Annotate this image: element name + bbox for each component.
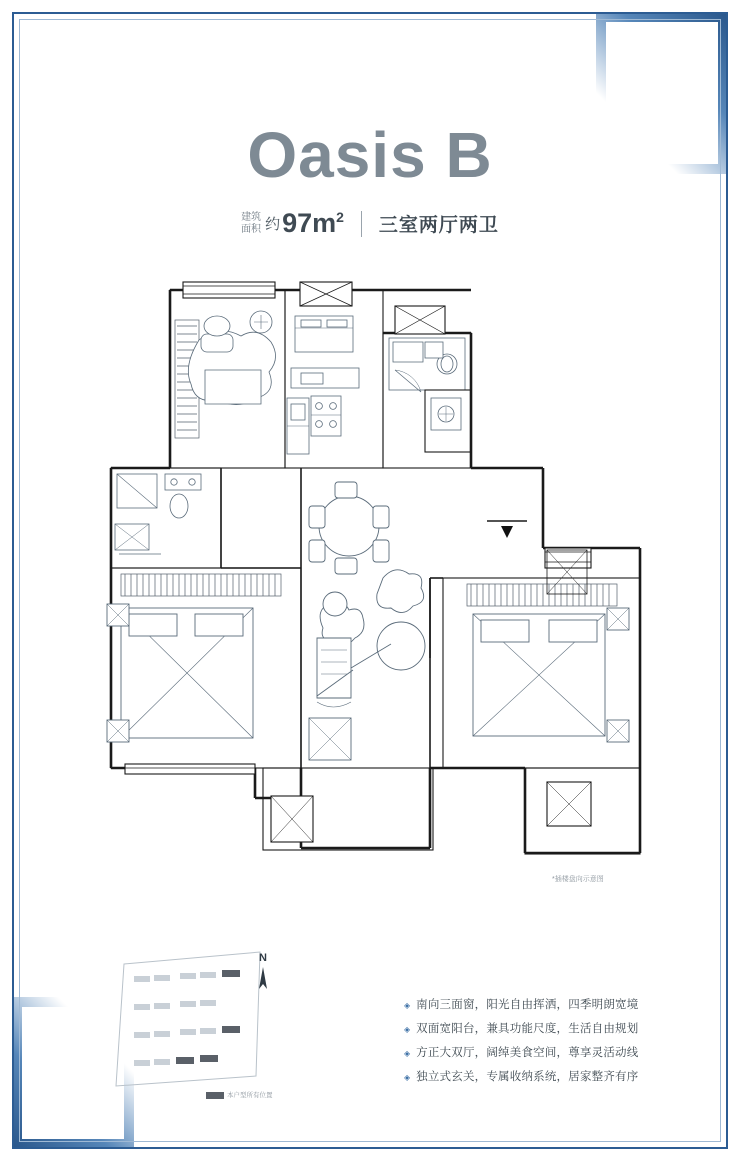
area-value	[282, 208, 344, 239]
diamond-bullet-icon: ◈	[404, 1073, 411, 1082]
compass-icon	[250, 952, 276, 992]
subtitle-row	[0, 208, 740, 239]
site-map-caption-text: 本户型所有位置	[227, 1092, 273, 1099]
list-item	[404, 998, 684, 1013]
area-label-line2: 面积	[241, 223, 262, 235]
diamond-bullet-icon: ◈	[404, 1001, 411, 1010]
diamond-bullet-icon: ◈	[404, 1025, 411, 1034]
feature-text: 南向三面窗，阳光自由挥洒，四季明朗宽境	[416, 999, 639, 1011]
area-label-line1: 建筑	[241, 211, 262, 223]
site-map	[110, 948, 270, 1093]
floor-plan	[95, 278, 655, 888]
compass-north-label: N	[259, 952, 267, 964]
feature-text: 方正大双厅，阔绰美食空间，尊享灵活动线	[416, 1047, 639, 1059]
area-label	[241, 212, 261, 236]
site-map-caption	[206, 1090, 273, 1099]
feature-list	[404, 998, 684, 1094]
area-unit-sup: 2	[336, 209, 344, 225]
feature-text: 双面宽阳台，兼具功能尺度，生活自由规划	[416, 1023, 639, 1035]
plan-note: *插楼盘向示意图	[552, 876, 604, 883]
list-item	[404, 1046, 684, 1061]
page-title: Oasis B	[247, 119, 493, 191]
diamond-bullet-icon: ◈	[404, 1049, 411, 1058]
area-number: 97m	[282, 208, 337, 238]
subtitle-divider	[361, 211, 362, 237]
room-spec: 三室两厅两卫	[378, 215, 499, 236]
feature-text: 独立式玄关，专属收纳系统，居家整齐有序	[416, 1071, 639, 1083]
area-approx: 约	[265, 216, 281, 233]
list-item	[404, 1022, 684, 1037]
list-item	[404, 1070, 684, 1085]
